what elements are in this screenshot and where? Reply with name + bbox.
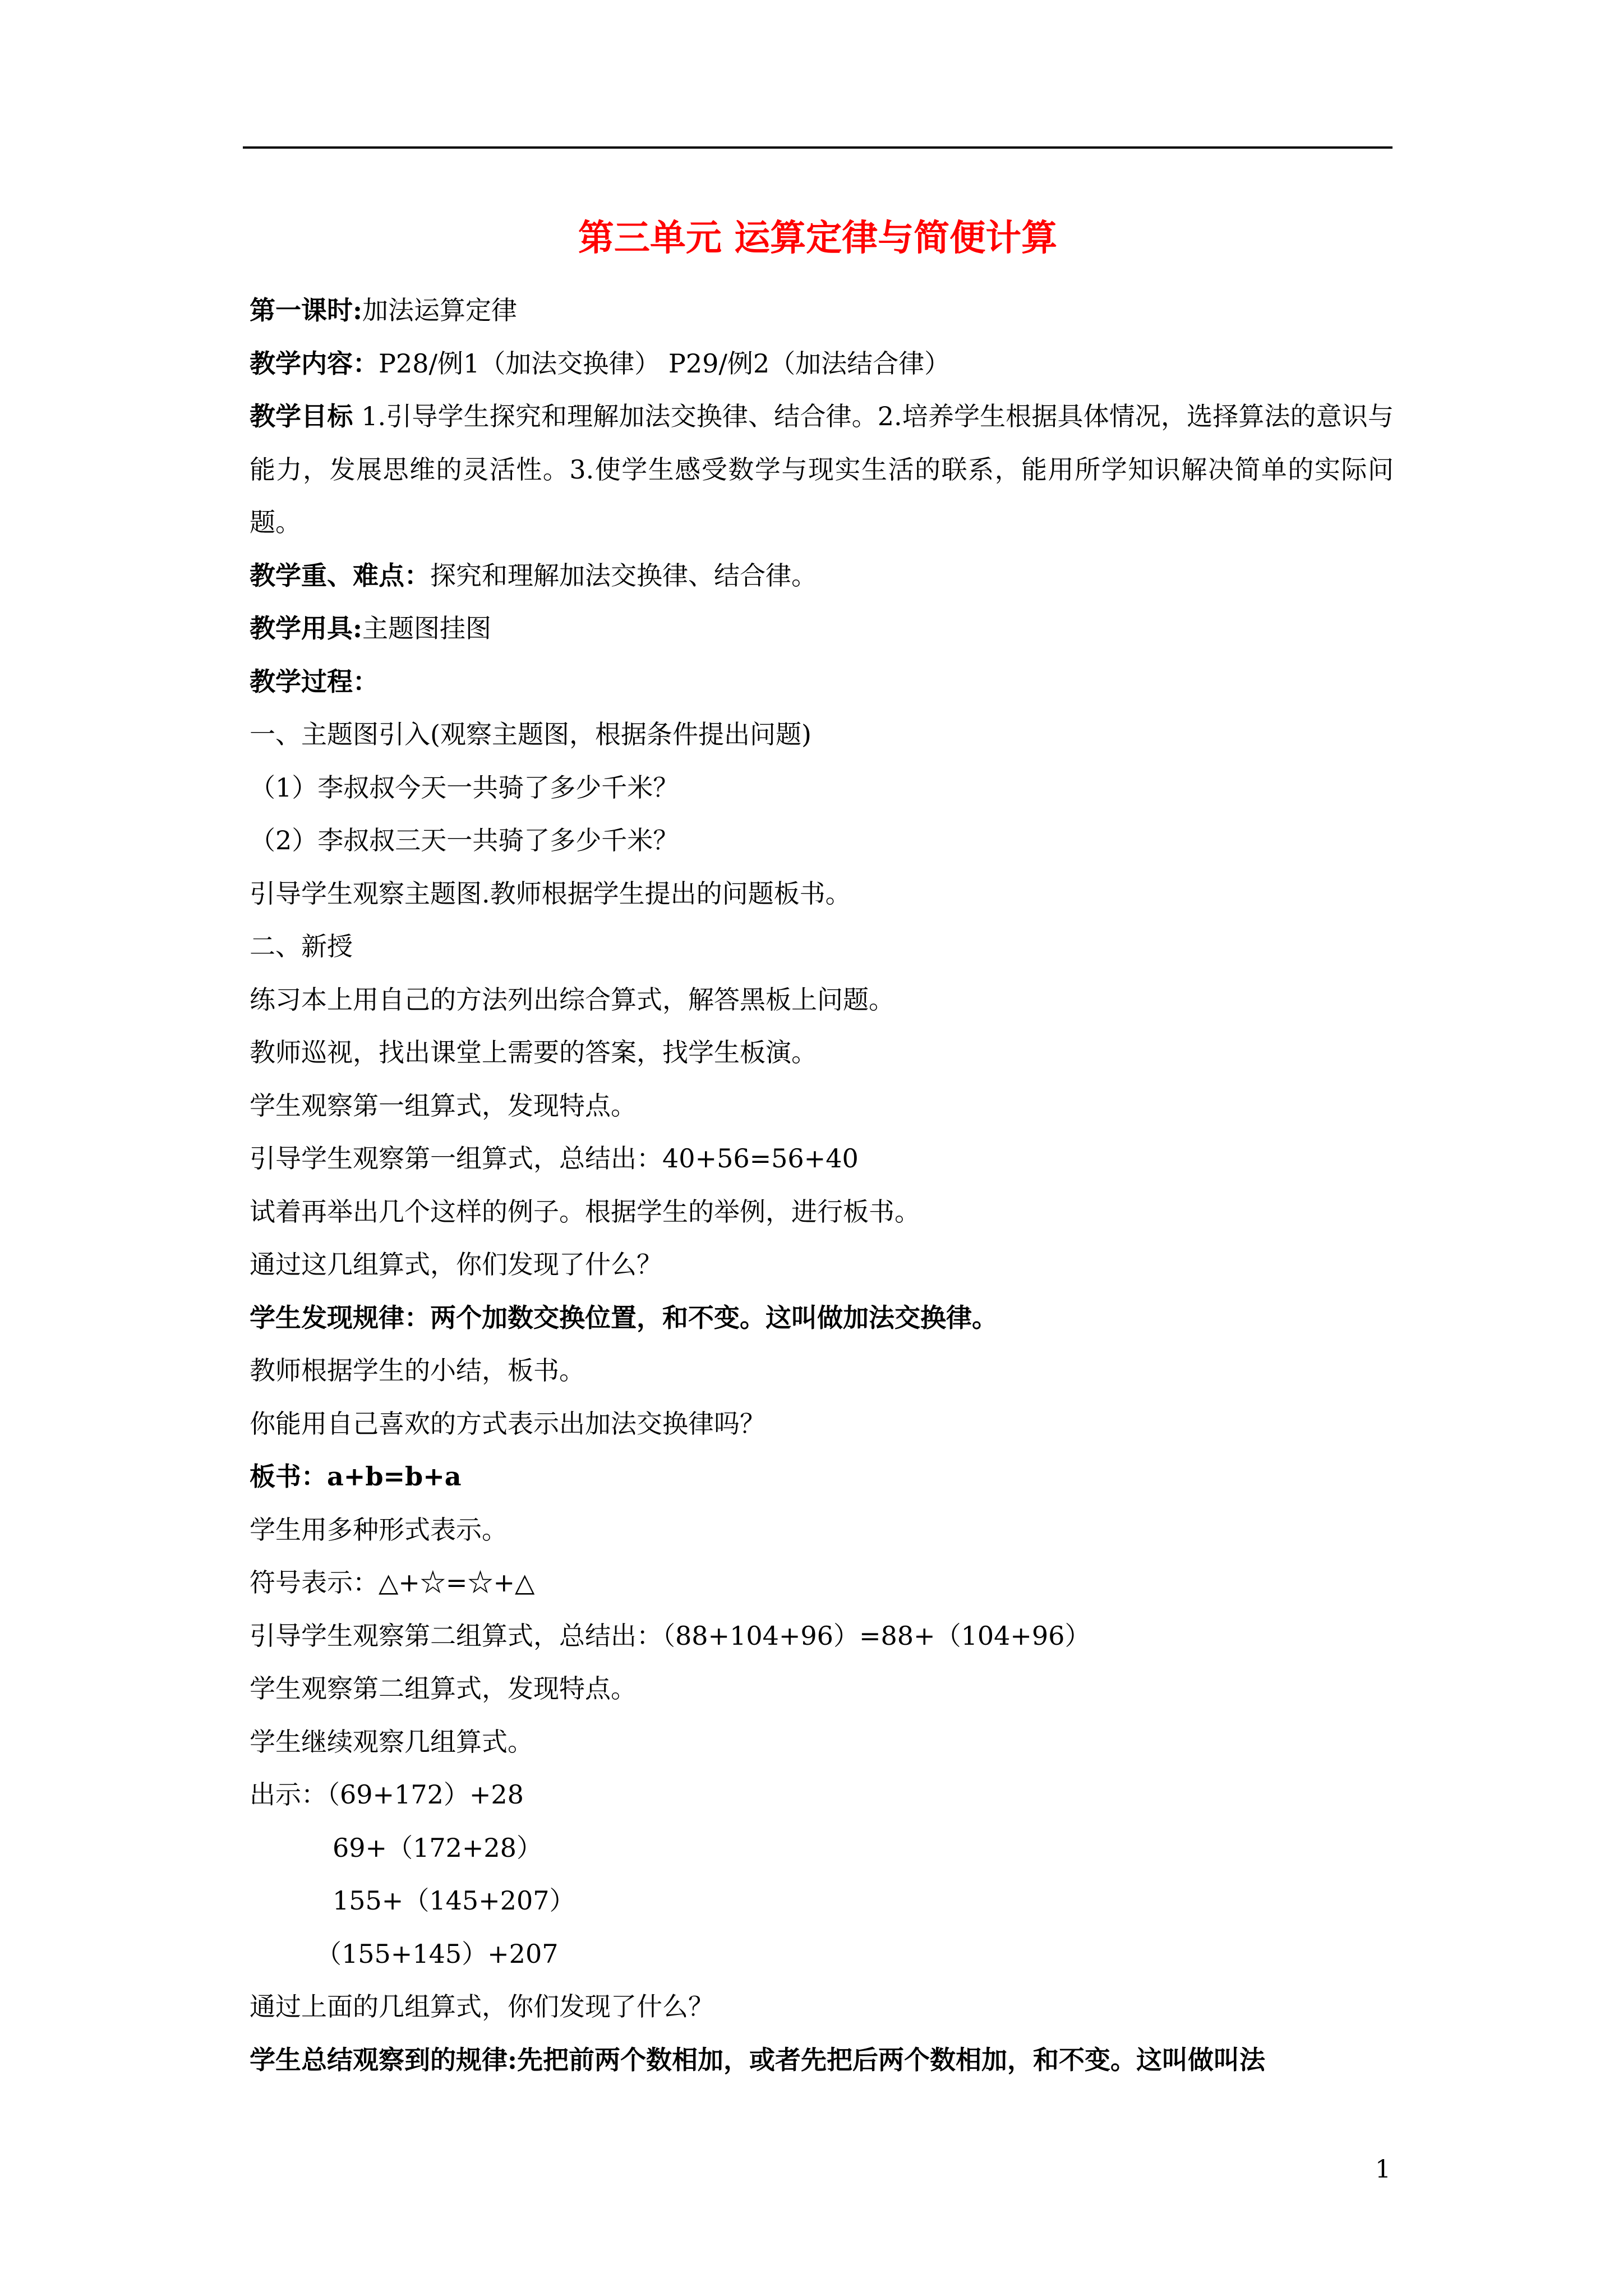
text-line: 练习本上用自己的方法列出综合算式，解答黑板上问题。 <box>250 984 895 1015</box>
lesson-body <box>250 284 1394 2086</box>
page-number: 1 <box>1375 2155 1391 2184</box>
lesson-period-line <box>250 284 1394 337</box>
text-line: 教师巡视，找出课堂上需要的答案，找学生板演。 <box>250 1037 817 1068</box>
key-points-label: 教学重、难点： <box>250 560 430 591</box>
header-rule <box>243 146 1393 149</box>
key-points-value: 探究和理解加法交换律、结合律。 <box>430 560 817 591</box>
key-points-line <box>250 549 1394 602</box>
text-line: 学生继续观察几组算式。 <box>250 1726 533 1757</box>
section-heading: 二、新授 <box>250 931 353 961</box>
teaching-tools-value: 主题图挂图 <box>362 613 491 643</box>
text-line: 引导学生观察第一组算式，总结出：40+56=56+40 <box>250 1143 859 1174</box>
teaching-content-value: P28/例1（加法交换律） P29/例2（加法结合律） <box>379 348 951 379</box>
associative-law-statement: 学生总结观察到的规律:先把前两个数相加，或者先把后两个数相加，和不变。这叫做叫法 <box>250 2044 1265 2075</box>
text-line: 引导学生观察第二组算式，总结出：（88+104+96）=88+（104+96） <box>250 1620 1091 1651</box>
text-line: 试着再举出几个这样的例子。根据学生的举例，进行板书。 <box>250 1196 920 1227</box>
teaching-process-heading: 教学过程： <box>250 666 379 697</box>
expression-line: 155+（145+207） <box>333 1885 575 1916</box>
expression-line: （155+145）+207 <box>316 1938 559 1969</box>
expression-line: 出示：（69+172）+28 <box>250 1779 524 1810</box>
board-formula: 板书：a+b=b+a <box>250 1461 462 1492</box>
text-line: 通过上面的几组算式，你们发现了什么？ <box>250 1991 714 2022</box>
teaching-tools-line <box>250 602 1394 655</box>
teaching-goals-value: 1.引导学生探究和理解加法交换律、结合律。2.培养学生根据具体情况，选择算法的意识与能力，发展思维的灵活性。3.使学生感受数学与现实生活的联系，能用所学知识解决简单的实际问题。 <box>250 401 1394 537</box>
text-line: 你能用自己喜欢的方式表示出加法交换律吗？ <box>250 1408 766 1439</box>
text-line: （1）李叔叔今天一共骑了多少千米？ <box>250 772 679 803</box>
text-line: （2）李叔叔三天一共骑了多少千米？ <box>250 825 679 855</box>
text-line: 一、主题图引入(观察主题图，根据条件提出问题) <box>250 719 811 749</box>
page-title: 第三单元 运算定律与简便计算 <box>578 217 1058 259</box>
teaching-content-line <box>250 337 1394 390</box>
text-line: 教师根据学生的小结，板书。 <box>250 1355 585 1386</box>
teaching-goals-paragraph <box>250 390 1394 549</box>
text-line: 学生观察第二组算式，发现特点。 <box>250 1673 637 1704</box>
text-line: 学生观察第一组算式，发现特点。 <box>250 1090 637 1121</box>
lesson-period-label: 第一课时: <box>250 295 362 325</box>
teaching-goals-label: 教学目标 <box>250 401 353 431</box>
teaching-tools-label: 教学用具: <box>250 613 362 643</box>
expression-line: 69+（172+28） <box>333 1832 542 1863</box>
text-line: 通过这几组算式，你们发现了什么？ <box>250 1249 662 1280</box>
lesson-period-value: 加法运算定律 <box>362 295 517 325</box>
commutative-law-statement: 学生发现规律：两个加数交换位置，和不变。这叫做加法交换律。 <box>250 1302 998 1333</box>
teaching-content-label: 教学内容： <box>250 348 379 379</box>
symbol-formula: 符号表示：△+☆=☆+△ <box>250 1567 535 1598</box>
text-line: 引导学生观察主题图.教师根据学生提出的问题板书。 <box>250 878 851 909</box>
text-line: 学生用多种形式表示。 <box>250 1514 508 1545</box>
